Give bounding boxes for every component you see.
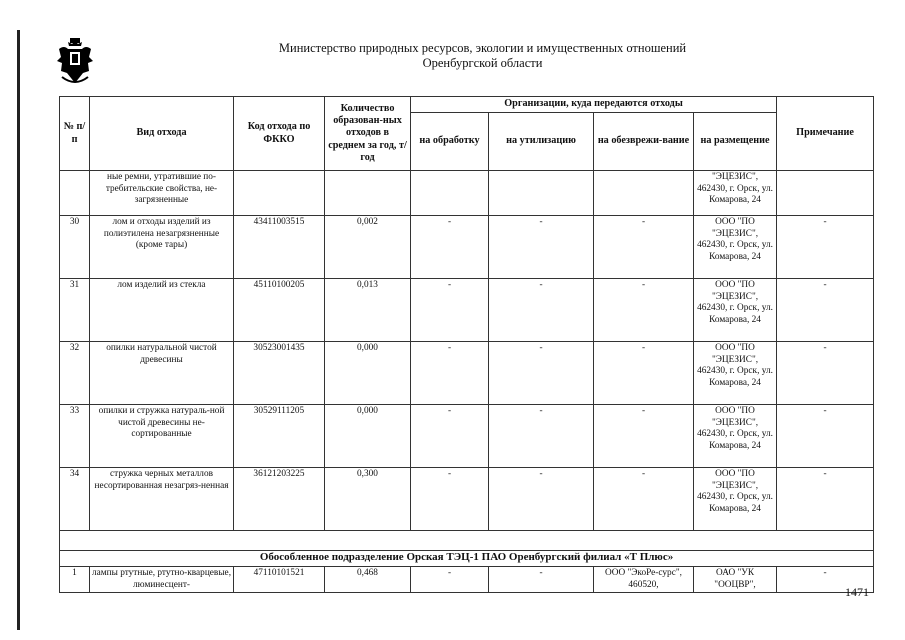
cell-type: опилки и стружка натураль-ной чистой древесины не-сортированные (90, 405, 234, 468)
cell-neutralization: - (594, 405, 694, 468)
cell-utilization: - (489, 468, 594, 531)
cell-neutralization: - (594, 468, 694, 531)
waste-table (59, 96, 874, 593)
table-header-row (60, 97, 874, 113)
cell-neutralization: - (594, 342, 694, 405)
col-header-num: № п/п (60, 97, 90, 171)
cell-utilization: - (489, 279, 594, 342)
cell-code: 30529111205 (234, 405, 325, 468)
table-spacer-row (60, 531, 874, 551)
cell-placement: ООО "ПО "ЭЦЕЗИС", 462430, г. Орск, ул. Комарова, 24 (694, 405, 777, 468)
cell-neutralization: - (594, 279, 694, 342)
col-header-qty: Количество образован-ных отходов в среднем за год, т/год (325, 97, 411, 171)
col-header-placement: на размещение (694, 113, 777, 171)
cell-qty: 0,000 (325, 405, 411, 468)
cell-num: 30 (60, 216, 90, 279)
col-header-processing: на обработку (411, 113, 489, 171)
cell-processing: - (411, 405, 489, 468)
col-header-code: Код отхода по ФККО (234, 97, 325, 171)
cell-note: - (777, 567, 874, 593)
cell-placement: ОАО "УК "ООЦВР", (694, 567, 777, 593)
cell-utilization (489, 171, 594, 216)
col-header-type: Вид отхода (90, 97, 234, 171)
document-header (90, 41, 875, 71)
cell-neutralization (594, 171, 694, 216)
cell-type: ные ремни, утратившие по-требительские свойства, не-загрязненные (90, 171, 234, 216)
cell-note (777, 171, 874, 216)
spacer-cell (60, 531, 874, 551)
cell-num: 31 (60, 279, 90, 342)
cell-placement: ООО "ПО "ЭЦЕЗИС", 462430, г. Орск, ул. Комарова, 24 (694, 279, 777, 342)
col-header-orgs: Организации, куда передаются отходы (411, 97, 777, 113)
region-title: Оренбургской области (422, 56, 543, 70)
cell-processing: - (411, 342, 489, 405)
cell-note: - (777, 342, 874, 405)
cell-processing: - (411, 279, 489, 342)
ministry-title: Министерство природных ресурсов, экологии и имущественных отношений (278, 41, 687, 55)
cell-note: - (777, 405, 874, 468)
cell-type: лом и отходы изделий из полиэтилена незагрязненные (кроме тары) (90, 216, 234, 279)
section-row (60, 551, 874, 567)
cell-qty: 0,013 (325, 279, 411, 342)
section-title: Обособленное подразделение Орская ТЭЦ-1 ПАО Оренбургский филиал «Т Плюс» (60, 551, 874, 567)
cell-qty: 0,468 (325, 567, 411, 593)
cell-neutralization: - (594, 216, 694, 279)
cell-qty (325, 171, 411, 216)
cell-qty: 0,300 (325, 468, 411, 531)
cell-code (234, 171, 325, 216)
cell-note: - (777, 216, 874, 279)
cell-utilization: - (489, 216, 594, 279)
cell-code: 45110100205 (234, 279, 325, 342)
table-row (60, 216, 874, 279)
cell-processing: - (411, 567, 489, 593)
coat-of-arms-icon (56, 37, 94, 87)
col-header-neutralization: на обезврежи-вание (594, 113, 694, 171)
table-row (60, 405, 874, 468)
cell-num: 32 (60, 342, 90, 405)
table-row (60, 468, 874, 531)
cell-type: лом изделий из стекла (90, 279, 234, 342)
col-header-utilization: на утилизацию (489, 113, 594, 171)
col-header-note: Примечание (777, 97, 874, 171)
cell-neutralization: ООО "ЭкоРе-сурс", 460520, (594, 567, 694, 593)
cell-qty: 0,002 (325, 216, 411, 279)
cell-code: 47110101521 (234, 567, 325, 593)
table-row (60, 171, 874, 216)
table-row (60, 342, 874, 405)
cell-utilization: - (489, 342, 594, 405)
cell-num: 1 (60, 567, 90, 593)
cell-code: 36121203225 (234, 468, 325, 531)
cell-qty: 0,000 (325, 342, 411, 405)
cell-utilization: - (489, 405, 594, 468)
cell-placement: ООО "ПО "ЭЦЕЗИС", 462430, г. Орск, ул. Комарова, 24 (694, 216, 777, 279)
cell-type: лампы ртутные, ртутно-кварцевые, люминесцент- (90, 567, 234, 593)
cell-num: 33 (60, 405, 90, 468)
cell-code: 30523001435 (234, 342, 325, 405)
cell-note: - (777, 279, 874, 342)
cell-utilization: - (489, 567, 594, 593)
cell-processing (411, 171, 489, 216)
cell-type: стружка черных металлов несортированная незагряз-ненная (90, 468, 234, 531)
page-number: 1471 (845, 585, 869, 599)
cell-num: 34 (60, 468, 90, 531)
cell-num (60, 171, 90, 216)
table-row (60, 567, 874, 593)
cell-processing: - (411, 216, 489, 279)
cell-placement: ООО "ПО "ЭЦЕЗИС", 462430, г. Орск, ул. Комарова, 24 (694, 342, 777, 405)
cell-processing: - (411, 468, 489, 531)
cell-placement: "ЭЦЕЗИС", 462430, г. Орск, ул. Комарова, 24 (694, 171, 777, 216)
cell-code: 43411003515 (234, 216, 325, 279)
cell-type: опилки натуральной чистой древесины (90, 342, 234, 405)
table-row (60, 279, 874, 342)
page-margin-line (17, 30, 20, 630)
cell-placement: ООО "ПО "ЭЦЕЗИС", 462430, г. Орск, ул. Комарова, 24 (694, 468, 777, 531)
cell-note: - (777, 468, 874, 531)
